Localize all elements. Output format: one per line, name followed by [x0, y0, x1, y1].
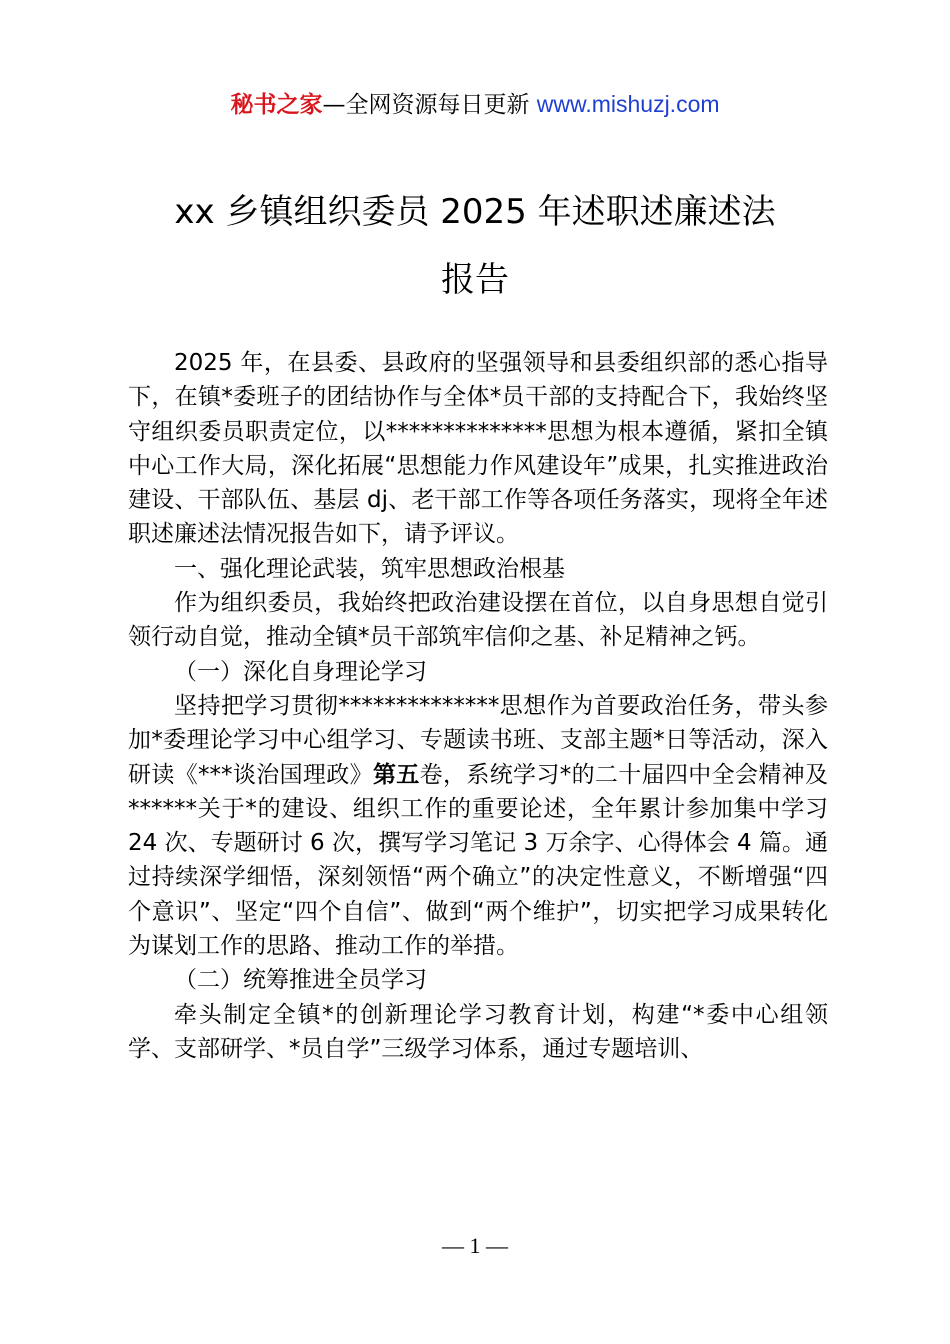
site-url-link[interactable]: www.mishuzj.com — [536, 91, 720, 117]
intro-paragraph: 2025 年，在县委、县政府的坚强领导和县委组织部的悉心指导下，在镇*委班子的团结协作与全体*员干部的支持配合下，我始终坚守组织委员职责定位，以**************思想为根本遵循，紧扣全镇中心工作大局，深化拓展“思想能力作风建设年”成果，扎实推进政治建设、干部队伍、基层 dj、老干部工作等各项任务落实，现将全年述职述廉述法情况报告如下，请予评议。 — [128, 350, 828, 548]
subsection-1-bold-text: 第五 — [372, 761, 420, 788]
subsection-2-paragraph: 牵头制定全镇*的创新理论学习教育计划，构建“*委中心组领学、支部研学、*员自学”三级学习体系，通过专题培训、 — [128, 1001, 828, 1062]
subsection-1-text-a: 坚持把学习贯彻**************思想作为首要政治任务，带头参加*委理论学习中心组学习、专题读书班、支部主题*日等活动，深入研读《***谈治国理政》 — [128, 692, 828, 788]
subsection-1-text-b: 卷，系统学习*的二十届四中全会精神及******关于*的建设、组织工作的重要论述，全年累计参加集中学习 24 次、专题研讨 6 次，撰写学习笔记 3 万余字、心得体会 4 篇。通过持续深学细悟，深刻领悟“两个确立”的决定性意义，不断增强“四个意识”、坚定“四个自信”、做到“两个维护”，切实把学习成果转化为谋划工作的思路、推动工作的举措。 — [128, 761, 829, 960]
site-brand: 秘书之家 — [230, 92, 323, 118]
subsection-2-heading: （二）统筹推进全员学习 — [174, 967, 427, 994]
page-number: — 1 — — [442, 1233, 508, 1258]
site-header — [0, 88, 950, 121]
document-body — [128, 346, 828, 1066]
section-1-heading: 一、强化理论武装，筑牢思想政治根基 — [174, 555, 565, 582]
document-title-line-2: 报告 — [441, 260, 509, 300]
document-title-line-1: xx 乡镇组织委员 2025 年述职述廉述法 — [174, 192, 776, 232]
subsection-1-heading: （一）深化自身理论学习 — [174, 658, 427, 685]
subsection-1-paragraph — [128, 689, 828, 963]
site-tagline: —全网资源每日更新 — [322, 92, 537, 118]
section-1-paragraph: 作为组织委员，我始终把政治建设摆在首位，以自身思想自觉引领行动自觉，推动全镇*员干部筑牢信仰之基、补足精神之钙。 — [128, 590, 828, 651]
